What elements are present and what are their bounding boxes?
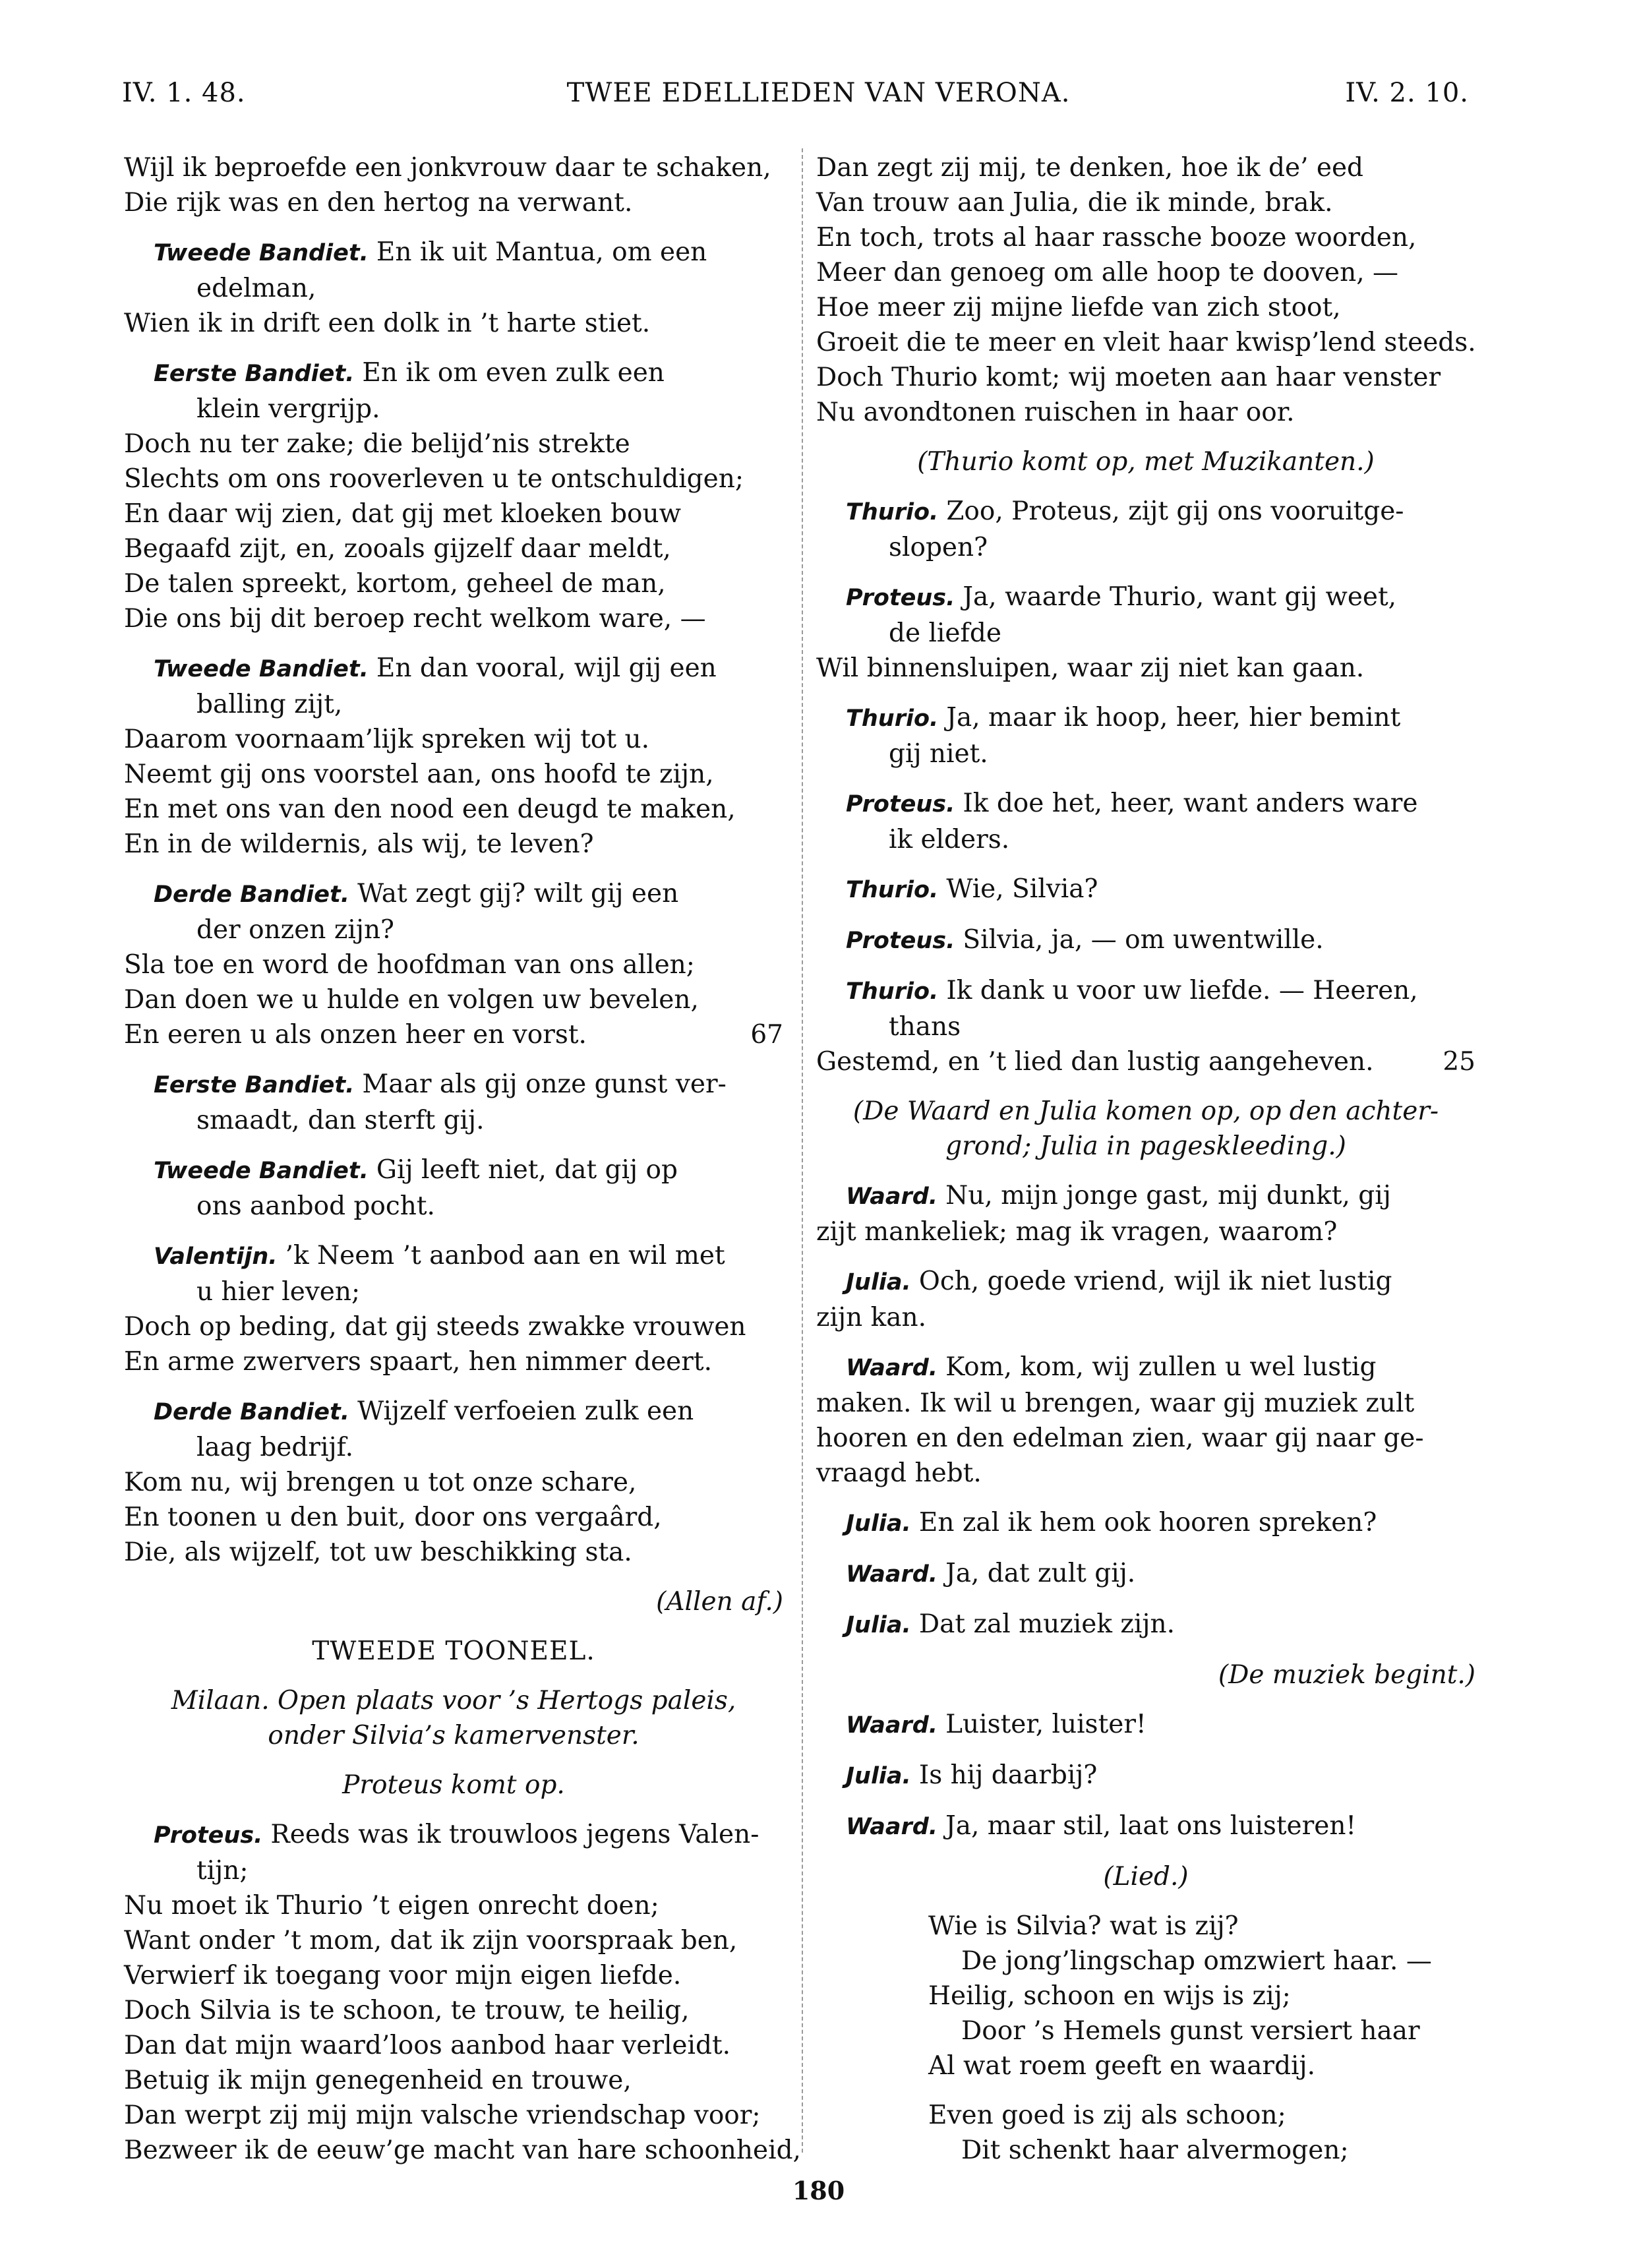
line-text: Wien ik in drift een dolk in ’t harte stiet. [124, 309, 651, 338]
speech-block [816, 1350, 1475, 1491]
text-line [928, 1944, 1475, 1979]
speaker-name: Thurio. [846, 499, 939, 525]
line-text: En in de wildernis, als wij, te leven? [124, 829, 594, 859]
text-line [816, 1178, 1475, 1214]
text-line [124, 2133, 801, 2168]
running-title: TWEE EDELLIEDEN VAN VERONA. [566, 78, 1071, 108]
speech-block [816, 1556, 1475, 1592]
text-line [124, 1189, 783, 1224]
text-line [124, 1958, 783, 1993]
line-text: ik elders. [889, 825, 1010, 854]
text-line [124, 1274, 783, 1309]
text-line [816, 1386, 1475, 1421]
speaker-name: Thurio. [846, 705, 939, 732]
line-text: Milaan. Open plaats voor ’s Hertogs paleis, [171, 1686, 736, 1716]
speaker-name: Waard. [846, 1712, 938, 1739]
text-line [816, 255, 1475, 290]
text-line [816, 786, 1475, 822]
column-divider [802, 148, 803, 2153]
text-line [816, 736, 1475, 771]
text-line [816, 290, 1475, 325]
line-text: smaadt, dan sterft gij. [196, 1106, 485, 1135]
line-text: Wil binnensluipen, waar zij niet kan gaan. [816, 653, 1365, 683]
line-text: Ik dank u voor uw liefde. — Heeren, [946, 976, 1418, 1005]
text-line [124, 1152, 783, 1189]
text-line [816, 616, 1475, 651]
text-line [124, 1067, 783, 1103]
text-line [124, 2098, 783, 2133]
song-stanza [816, 1909, 1475, 2083]
text-line [816, 872, 1475, 908]
speech-block [124, 235, 783, 341]
line-text: En toonen u den buit, door ons vergaârd, [124, 1503, 662, 1532]
text-line [124, 1888, 783, 1923]
line-text: Die rijk was en den hertog na verwant. [124, 188, 633, 218]
text-line [928, 1909, 1475, 1944]
running-head-right: IV. 2. 10. [1345, 78, 1469, 108]
line-text: zijt mankeliek; mag ik vragen, waarom? [816, 1217, 1338, 1247]
line-text: Al wat roem geeft en waardij. [928, 2051, 1315, 2081]
line-text: Sla toe en word de hoofdman van ons allen; [124, 950, 695, 980]
text-line [928, 2133, 1475, 2168]
text-line [816, 444, 1475, 479]
speech-block [816, 872, 1475, 908]
speaker-name: Tweede Bandiet. [154, 240, 369, 266]
text-line [816, 220, 1475, 255]
text-line [816, 1214, 1475, 1249]
text-line [816, 1044, 1475, 1079]
line-text: En ik uit Mantua, om een [376, 237, 707, 267]
line-text: (De muziek begint.) [1218, 1660, 1475, 1690]
speaker-name: Waard. [846, 1183, 938, 1210]
line-text: Hoe meer zij mijne liefde van zich stoot, [816, 293, 1341, 322]
line-text: En met ons van den nood een deugd te maken, [124, 794, 736, 824]
speaker-name: Proteus. [846, 585, 955, 611]
speech-block [816, 973, 1475, 1079]
text-line [816, 360, 1475, 395]
line-text: Doch Thurio komt; wij moeten aan haar venster [816, 363, 1441, 392]
text-line [816, 1657, 1475, 1692]
speech-block [124, 651, 783, 862]
line-text: u hier leven; [196, 1277, 361, 1307]
line-text: slopen? [889, 533, 988, 562]
text-line [816, 1505, 1475, 1541]
text-line [124, 1500, 783, 1535]
speech-block [124, 355, 783, 636]
text-line [928, 2048, 1475, 2083]
line-text: Kom nu, wij brengen u tot onze schare, [124, 1468, 637, 1497]
text-line [124, 1430, 783, 1465]
speech-block [816, 700, 1475, 771]
line-text: vraagd hebt. [816, 1458, 982, 1488]
line-text: Dan zegt zij mij, te denken, hoe ik de’ eed [816, 153, 1364, 183]
text-line [124, 982, 783, 1017]
line-text: Luister, luister! [945, 1710, 1146, 1739]
speaker-name: Proteus. [846, 791, 955, 818]
text-line [816, 1350, 1475, 1386]
text-line [816, 1129, 1475, 1164]
line-text: Daarom voornaam’lijk spreken wij tot u. [124, 725, 649, 754]
line-text: Gestemd, en ’t lied dan lustig aangeheven. [816, 1047, 1374, 1077]
text-line [816, 973, 1475, 1009]
speech-block [816, 494, 1475, 565]
line-text: hooren en den edelman zien, waar gij naar ge- [816, 1423, 1424, 1453]
text-line [928, 2014, 1475, 2048]
text-line [124, 792, 783, 827]
text-line [124, 722, 783, 757]
stage-direction [816, 1657, 1475, 1692]
line-number: 67 [750, 1020, 783, 1050]
line-text: Kom, kom, wij zullen u wel lustig [945, 1352, 1377, 1382]
speech-block [816, 922, 1475, 959]
text-line [816, 1808, 1475, 1845]
text-line [124, 876, 783, 912]
text-line [816, 922, 1475, 959]
text-line [816, 822, 1475, 857]
text-line [124, 1634, 783, 1669]
line-number: 25 [1443, 1047, 1475, 1077]
speech-block [816, 1707, 1475, 1743]
text-line [124, 651, 783, 687]
line-text: Proteus komt op. [342, 1770, 565, 1800]
line-text: Maar als gij onze gunst ver- [362, 1069, 727, 1099]
line-text: ’k Neem ’t aanbod aan en wil met [285, 1241, 725, 1270]
stage-direction [816, 1859, 1475, 1894]
speaker-name: Waard. [846, 1814, 938, 1840]
text-line [124, 271, 783, 306]
line-text: (Lied.) [1103, 1862, 1189, 1892]
line-text: De jong’lingschap omzwiert haar. — [961, 1946, 1432, 1976]
text-line [124, 566, 783, 601]
line-text: Betuig ik mijn genegenheid en trouwe, [124, 2066, 632, 2095]
speaker-name: Tweede Bandiet. [154, 1158, 369, 1184]
text-line [124, 2063, 783, 2098]
speech-block [124, 1067, 783, 1138]
text-line [816, 1094, 1475, 1129]
line-text: Want onder ’t mom, dat ik zijn voorspraak ben, [124, 1926, 738, 1955]
line-text: Slechts om ons rooverleven u te ontschuldigen; [124, 464, 744, 494]
text-line [124, 306, 783, 341]
text-line [124, 1465, 783, 1500]
line-text: onder Silvia’s kamervenster. [268, 1721, 640, 1750]
line-text: En dan vooral, wijl gij een [376, 653, 717, 683]
line-text: Groeit die te meer en vleit haar kwisp’lend steeds. [816, 328, 1476, 357]
text-line [124, 1309, 783, 1344]
text-line [816, 395, 1475, 430]
text-line [816, 1556, 1475, 1592]
line-text: maken. Ik wil u brengen, waar gij muziek zult [816, 1388, 1415, 1418]
text-line [816, 1607, 1475, 1643]
text-line [124, 1103, 783, 1138]
line-text: Zoo, Proteus, zijt gij ons vooruitge- [946, 496, 1404, 526]
line-text: Wie, Silvia? [946, 874, 1098, 904]
speaker-name: Valentijn. [154, 1243, 278, 1270]
line-text: (Thurio komt op, met Muzikanten.) [917, 447, 1375, 477]
text-line [124, 1768, 783, 1803]
line-text: Reeds was ik trouwloos jegens Valen- [270, 1820, 759, 1849]
speaker-name: Julia. [846, 1269, 911, 1296]
speech-block [124, 1238, 783, 1379]
text-line [816, 700, 1475, 736]
speaker-name: Proteus. [846, 928, 955, 954]
line-text: Doch nu ter zake; die belijd’nis strekte [124, 429, 630, 459]
speech-block [816, 1505, 1475, 1541]
text-line [816, 1859, 1475, 1894]
speaker-name: Derde Bandiet. [154, 1399, 350, 1425]
line-text: Ik doe het, heer, want anders ware [963, 789, 1418, 818]
line-text: Van trouw aan Julia, die ik minde, brak. [816, 188, 1333, 218]
song-stanza [816, 2098, 1475, 2168]
left-column [124, 150, 801, 2182]
text-line [124, 2028, 783, 2063]
line-text: En toch, trots al haar rassche booze woorden, [816, 223, 1417, 253]
line-text: Die ons bij dit beroep recht welkom ware, — [124, 604, 706, 634]
text-line [124, 1238, 783, 1274]
line-text: Doch op beding, dat gij steeds zwakke vrouwen [124, 1312, 746, 1342]
text-line [816, 185, 1475, 220]
line-text: Nu moet ik Thurio ’t eigen onrecht doen; [124, 1891, 659, 1921]
line-text: Bezweer ik de eeuw’ge macht van hare schoonheid, [124, 2135, 801, 2165]
text-line [816, 150, 1475, 185]
line-text: Dit schenkt haar alvermogen; [961, 2135, 1349, 2165]
text-line [124, 601, 783, 636]
line-text: Neemt gij ons voorstel aan, ons hoofd te zijn, [124, 760, 714, 789]
line-text: Gij leeft niet, dat gij op [376, 1155, 678, 1185]
text-line [816, 494, 1475, 530]
text-line [816, 1758, 1475, 1794]
text-line [816, 530, 1475, 565]
line-text: grond; Julia in pageskleeding.) [945, 1131, 1346, 1161]
text-line [124, 1718, 783, 1753]
text-line [124, 757, 783, 792]
speech-block [816, 1808, 1475, 1845]
line-text: Nu avondtonen ruischen in haar oor. [816, 398, 1295, 427]
line-text: Dan dat mijn waard’loos aanbod haar verleidt. [124, 2031, 731, 2060]
stage-direction [124, 1683, 783, 1753]
line-text: En eeren u als onzen heer en vorst. [124, 1020, 587, 1050]
line-text: Is hij daarbij? [918, 1760, 1098, 1790]
text-line [816, 1456, 1475, 1491]
line-text: der onzen zijn? [196, 915, 394, 945]
speech-block [816, 1758, 1475, 1794]
running-head-left: IV. 1. 48. [122, 78, 246, 108]
line-text: En daar wij zien, dat gij met kloeken bouw [124, 499, 682, 529]
text-line [928, 2098, 1475, 2133]
text-line [124, 1923, 783, 1958]
line-text: edelman, [196, 274, 316, 303]
text-line [816, 651, 1475, 686]
text-line [124, 1017, 783, 1052]
text-line [124, 947, 783, 982]
line-text: thans [889, 1012, 961, 1042]
speaker-name: Waard. [846, 1561, 938, 1588]
speaker-name: Julia. [846, 1612, 911, 1638]
line-text: Die, als wijzelf, tot uw beschikking sta. [124, 1537, 632, 1567]
text-line [124, 827, 783, 862]
line-text: De talen spreekt, kortom, geheel de man, [124, 569, 666, 599]
text-line [928, 1979, 1475, 2014]
line-text: ons aanbod pocht. [196, 1191, 435, 1221]
speech-block [816, 1607, 1475, 1643]
line-text: Verwierf ik toegang voor mijn eigen liefde. [124, 1961, 682, 1990]
line-text: Dan doen we u hulde en volgen uw bevelen, [124, 985, 699, 1015]
speaker-name: Derde Bandiet. [154, 881, 350, 908]
line-text: (De Waard en Julia komen op, op den achter- [852, 1096, 1439, 1126]
speaker-name: Julia. [846, 1763, 911, 1789]
line-text: Wat zegt gij? wilt gij een [357, 879, 679, 909]
line-text: Begaafd zijt, en, zooals gijzelf daar meldt, [124, 534, 671, 564]
line-text: Ja, maar ik hoop, heer, hier bemint [946, 703, 1401, 732]
text-line [124, 496, 783, 531]
line-text: Even goed is zij als schoon; [928, 2101, 1286, 2130]
speaker-name: Eerste Bandiet. [154, 361, 355, 387]
text-line [124, 462, 783, 496]
speaker-name: Proteus. [154, 1822, 263, 1849]
speech-block [124, 1817, 801, 2168]
text-line [816, 1300, 1475, 1335]
speech-block [124, 876, 783, 1052]
text-line [124, 185, 783, 220]
line-text: Ja, maar stil, laat ons luisteren! [945, 1811, 1357, 1841]
line-text: Door ’s Hemels gunst versiert haar [961, 2016, 1420, 2046]
line-text: Wie is Silvia? wat is zij? [928, 1911, 1239, 1941]
line-text: Meer dan genoeg om alle hoop te dooven, — [816, 258, 1399, 287]
speaker-name: Thurio. [846, 978, 939, 1005]
text-line [124, 235, 783, 271]
line-text: En zal ik hem ook hooren spreken? [918, 1508, 1377, 1537]
speaker-name: Tweede Bandiet. [154, 656, 369, 682]
text-line [816, 1421, 1475, 1456]
text-line [124, 1993, 783, 2028]
text-line [124, 392, 783, 427]
scene-heading [124, 1634, 783, 1669]
speaker-name: Thurio. [846, 877, 939, 903]
line-text: tijn; [196, 1856, 249, 1886]
line-text: Nu, mijn jonge gast, mij dunkt, gij [945, 1181, 1391, 1210]
stage-direction [816, 444, 1475, 479]
text-line [124, 531, 783, 566]
line-text: Doch Silvia is te schoon, te trouw, te heilig, [124, 1996, 690, 2025]
text-line [816, 580, 1475, 616]
text-line [816, 1707, 1475, 1743]
speaker-name: Eerste Bandiet. [154, 1072, 355, 1098]
line-text: Silvia, ja, — om uwentwille. [963, 925, 1324, 955]
line-text: gij niet. [889, 739, 988, 769]
text-line [816, 325, 1475, 360]
text-line [124, 1535, 783, 1570]
line-text: Dat zal muziek zijn. [918, 1609, 1175, 1639]
line-text: Ja, dat zult gij. [945, 1559, 1136, 1588]
stage-direction [124, 1768, 783, 1803]
line-text: En arme zwervers spaart, hen nimmer deert. [124, 1347, 712, 1377]
speech-block [124, 1152, 783, 1224]
line-text: klein vergrijp. [196, 394, 380, 424]
speech-block [816, 786, 1475, 857]
text-line [124, 1817, 783, 1853]
line-text: (Allen af.) [656, 1587, 783, 1617]
line-text: de liefde [889, 618, 1001, 648]
text-line [124, 912, 783, 947]
text-line [124, 355, 783, 392]
speaker-name: Julia. [846, 1510, 911, 1537]
line-text: zijn kan. [816, 1303, 927, 1332]
speech-block [124, 1394, 783, 1570]
line-text: Och, goede vriend, wijl ik niet lustig [918, 1267, 1392, 1296]
text-line [816, 1264, 1475, 1300]
text-line [124, 1683, 783, 1718]
line-text: En ik om even zulk een [362, 358, 665, 388]
verse-block [816, 150, 1475, 430]
speech-block [816, 1264, 1475, 1335]
speech-block [816, 580, 1475, 686]
right-column [816, 150, 1475, 2182]
text-line [124, 687, 783, 722]
line-text: laag bedrijf. [196, 1433, 353, 1462]
verse-block [124, 150, 783, 220]
line-text: balling zijt, [196, 690, 343, 719]
page-number: 180 [792, 2176, 845, 2205]
line-text: TWEEDE TOONEEL. [312, 1636, 595, 1666]
stage-direction [124, 1584, 783, 1619]
line-text: Heilig, schoon en wijs is zij; [928, 1981, 1291, 2011]
text-line [124, 1344, 783, 1379]
line-text: Wijl ik beproefde een jonkvrouw daar te schaken, [124, 153, 771, 183]
line-text: Ja, waarde Thurio, want gij weet, [963, 582, 1397, 612]
text-line [124, 1394, 783, 1430]
text-line [124, 150, 783, 185]
text-line [816, 1009, 1475, 1044]
stage-direction [816, 1094, 1475, 1164]
text-line [124, 1853, 783, 1888]
speech-block [816, 1178, 1475, 1249]
text-line [124, 427, 783, 462]
speaker-name: Waard. [846, 1355, 938, 1381]
text-line [124, 1584, 783, 1619]
line-text: Dan werpt zij mij mijn valsche vriendschap voor; [124, 2101, 761, 2130]
line-text: Wijzelf verfoeien zulk een [357, 1396, 694, 1426]
